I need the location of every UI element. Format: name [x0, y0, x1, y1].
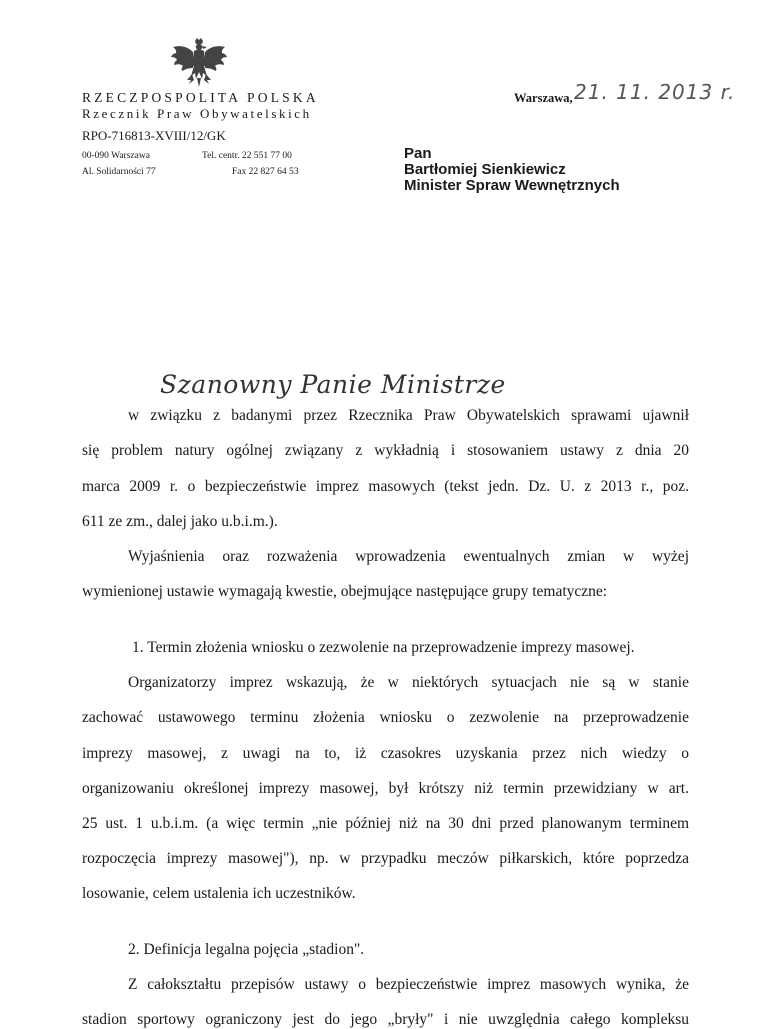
paragraph-line: organizowaniu określonej imprezy masowej, był krótszy niż termin przewidziany w art. — [82, 780, 689, 797]
paragraph-line: w związku z badanymi przez Rzecznika Praw Obywatelskich sprawami ujawnił — [128, 407, 689, 424]
place-label: Warszawa, — [514, 91, 573, 105]
paragraph-line: rozpoczęcia imprezy masowej"), np. w przypadku meczów piłkarskich, które poprzedza — [82, 850, 689, 867]
recipient-name: Bartłomiej Sienkiewicz — [404, 161, 566, 178]
paragraph-line: się problem natury ogólnej związany z wykładnią i stosowaniem ustawy z dnia 20 — [82, 442, 689, 459]
institution-name: RZECZPOSPOLITA POLSKA — [82, 90, 319, 105]
recipient-title: Pan — [404, 145, 432, 162]
paragraph-line: imprezy masowej, z uwagi na to, iż czasokres uzyskania przez nich wiedzy o — [82, 745, 689, 762]
handwritten-salutation: Szanowny Panie Ministrze — [160, 370, 506, 399]
reference-number: RPO-716813-XVIII/12/GK — [82, 128, 226, 143]
handwritten-date: 21. 11. 2013 r. — [574, 80, 736, 104]
phone-number: Tel. centr. 22 551 77 00 — [202, 151, 292, 161]
section-heading: 2. Definicja legalna pojęcia „stadion". — [128, 941, 365, 958]
office-name: Rzecznik Praw Obywatelskich — [82, 106, 312, 121]
address-street: Al. Solidarności 77 — [82, 167, 156, 177]
recipient-position: Minister Spraw Wewnętrznych — [404, 177, 620, 194]
fax-number: Fax 22 827 64 53 — [232, 167, 299, 177]
paragraph-line: Wyjaśnienia oraz rozważenia wprowadzenia ewentualnych zmian w wyżej — [128, 548, 689, 565]
eagle-emblem-icon — [170, 38, 228, 88]
paragraph-line: 611 ze zm., dalej jako u.b.i.m.). — [82, 513, 278, 530]
recipient-block — [404, 146, 620, 194]
paragraph-line: wymienionej ustawie wymagają kwestie, obejmujące następujące grupy tematyczne: — [82, 583, 608, 600]
paragraph-line: marca 2009 r. o bezpieczeństwie imprez masowych (tekst jedn. Dz. U. z 2013 r., poz. — [82, 478, 689, 495]
address-postal: 00-090 Warszawa — [82, 151, 150, 161]
paragraph-line: Organizatorzy imprez wskazują, że w niektórych sytuacjach nie są w stanie — [128, 674, 689, 691]
paragraph-line: losowanie, celem ustalenia ich uczestników. — [82, 885, 356, 902]
paragraph-line: stadion sportowy ograniczony jest do jego „bryły" i nie uwzględnia całego kompleksu — [82, 1011, 689, 1028]
paragraph-line: 25 ust. 1 u.b.i.m. (a więc termin „nie później niż na 30 dni przed planowanym terminem — [82, 815, 689, 832]
paragraph-line: zachować ustawowego terminu złożenia wniosku o zezwolenie na przeprowadzenie — [82, 709, 689, 726]
section-heading: 1. Termin złożenia wniosku o zezwolenie na przeprowadzenie imprezy masowej. — [132, 639, 635, 656]
paragraph-line: Z całokształtu przepisów ustawy o bezpieczeństwie imprez masowych wynika, że — [128, 976, 689, 993]
